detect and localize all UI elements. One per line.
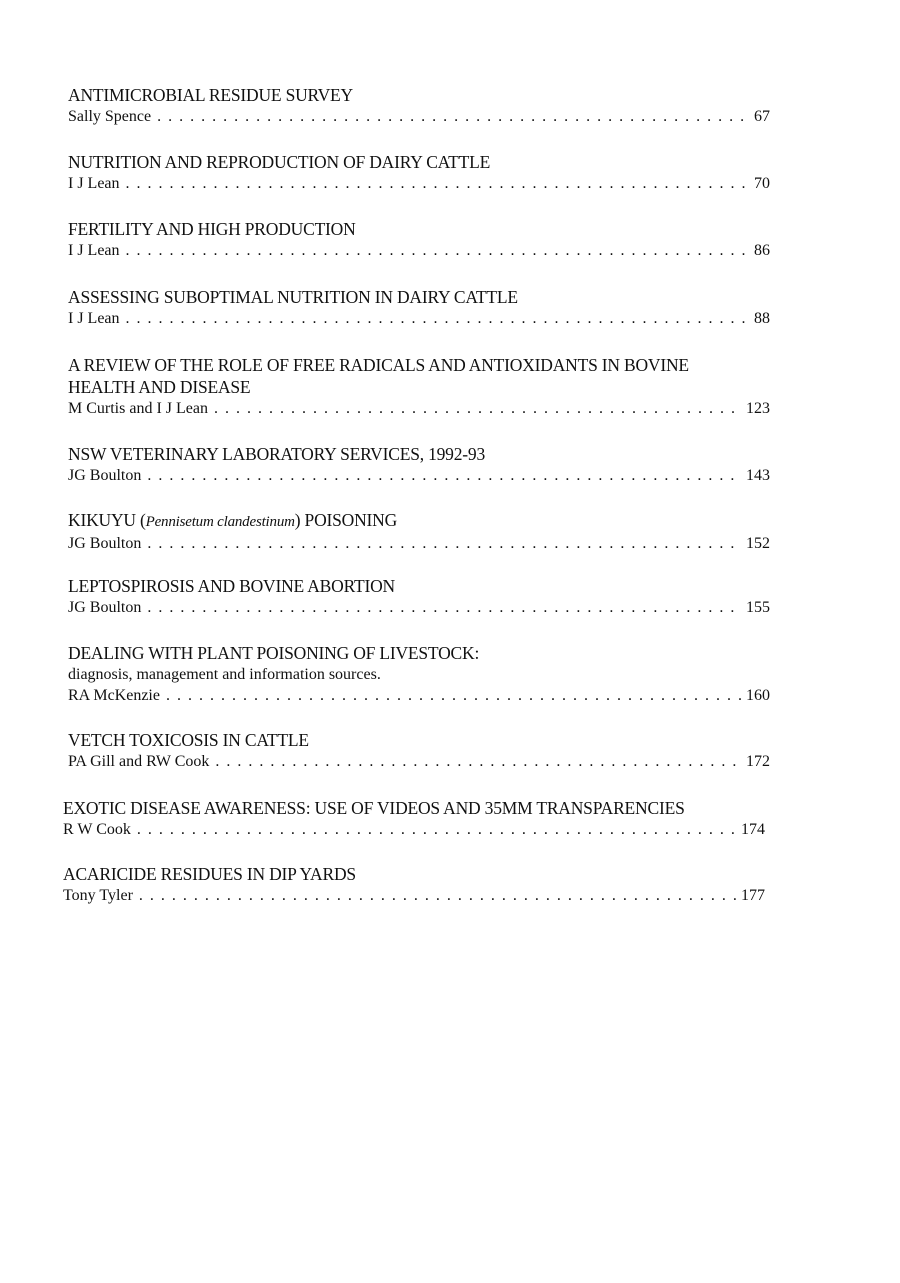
entry-author: Sally Spence (68, 108, 152, 125)
entry-title: A REVIEW OF THE ROLE OF FREE RADICALS AND ANTIOXIDANTS IN BOVINE (68, 355, 689, 375)
toc-entry (68, 642, 770, 707)
entry-page: 174 (741, 821, 765, 838)
dot-leader (137, 819, 737, 841)
title-suffix: ) POISONING (294, 510, 398, 530)
dot-leader (126, 240, 750, 262)
entry-author: JG Boulton (68, 599, 142, 616)
entry-page: 152 (746, 535, 770, 552)
dot-leader (215, 751, 742, 773)
dot-leader (126, 308, 750, 330)
entry-subtitle: diagnosis, management and information sources. (68, 666, 381, 683)
toc-entry (68, 443, 770, 487)
toc-entry (63, 863, 765, 907)
entry-page: 67 (754, 108, 770, 125)
entry-title (68, 509, 770, 533)
entry-title: LEPTOSPIROSIS AND BOVINE ABORTION (68, 576, 395, 596)
entry-title: EXOTIC DISEASE AWARENESS: USE OF VIDEOS AND 35MM TRANSPARENCIES (63, 798, 685, 818)
entry-title: ANTIMICROBIAL RESIDUE SURVEY (68, 85, 353, 105)
entry-author: JG Boulton (68, 467, 142, 484)
dot-leader (147, 465, 742, 487)
entry-page: 172 (746, 753, 770, 770)
toc-entry (68, 151, 770, 195)
entry-page: 155 (746, 599, 770, 616)
entry-title: NUTRITION AND REPRODUCTION OF DAIRY CATTLE (68, 152, 491, 172)
toc-entry (68, 84, 770, 128)
entry-title: ACARICIDE RESIDUES IN DIP YARDS (63, 864, 356, 884)
toc-entry (68, 218, 770, 262)
entry-author: R W Cook (63, 821, 131, 838)
toc-entry (68, 354, 770, 420)
entry-author: JG Boulton (68, 535, 142, 552)
entry-author: PA Gill and RW Cook (68, 753, 210, 770)
entry-author: Tony Tyler (63, 887, 133, 904)
entry-author: I J Lean (68, 242, 120, 259)
entry-title: ASSESSING SUBOPTIMAL NUTRITION IN DAIRY CATTLE (68, 287, 518, 307)
toc-entry (63, 797, 779, 841)
toc-entry (68, 286, 770, 330)
toc-entry (68, 509, 770, 555)
dot-leader (214, 398, 742, 420)
dot-leader (166, 685, 742, 707)
entry-title: NSW VETERINARY LABORATORY SERVICES, 1992-93 (68, 444, 486, 464)
dot-leader (126, 173, 750, 195)
entry-page: 123 (746, 400, 770, 417)
entry-title: VETCH TOXICOSIS IN CATTLE (68, 730, 309, 750)
dot-leader (147, 533, 742, 555)
entry-title: DEALING WITH PLANT POISONING OF LIVESTOCK: (68, 643, 480, 663)
entry-page: 177 (741, 887, 765, 904)
dot-leader (139, 885, 737, 907)
entry-author: I J Lean (68, 175, 120, 192)
toc-entry (68, 729, 770, 773)
entry-page: 160 (746, 687, 770, 704)
entry-page: 86 (754, 242, 770, 259)
dot-leader (147, 597, 742, 619)
toc-entry (68, 575, 770, 619)
dot-leader (157, 106, 750, 128)
species-name: Pennisetum clandestinum (145, 514, 295, 530)
entry-page: 143 (746, 467, 770, 484)
entry-title: FERTILITY AND HIGH PRODUCTION (68, 219, 356, 239)
entry-author: RA McKenzie (68, 687, 160, 704)
entry-title-line2: HEALTH AND DISEASE (68, 377, 251, 397)
entry-author: M Curtis and I J Lean (68, 400, 208, 417)
entry-page: 88 (754, 310, 770, 327)
entry-page: 70 (754, 175, 770, 192)
title-prefix: KIKUYU ( (68, 510, 146, 530)
entry-author: I J Lean (68, 310, 120, 327)
